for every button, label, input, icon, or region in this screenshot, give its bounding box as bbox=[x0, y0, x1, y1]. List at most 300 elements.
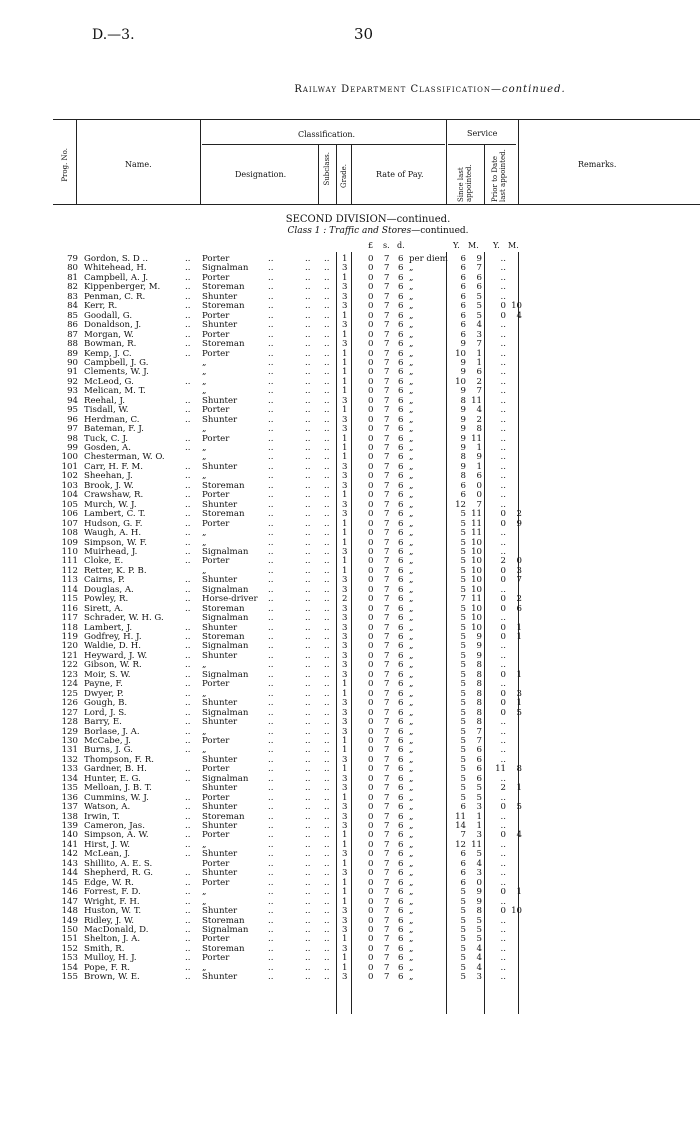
since-years-cell: 5 bbox=[460, 584, 466, 595]
grade-cell: 1 bbox=[342, 858, 348, 869]
pay-pounds-cell: 0 bbox=[368, 414, 374, 425]
leader-dots: .. bbox=[185, 395, 191, 406]
grade-cell: 1 bbox=[342, 953, 348, 964]
pay-basis-cell: „ bbox=[409, 357, 414, 368]
pay-pounds-cell: 0 bbox=[368, 348, 374, 359]
designation-cell: „ bbox=[202, 726, 207, 737]
prior-years-cell: .. bbox=[500, 650, 506, 661]
since-months-cell: 0 bbox=[476, 490, 482, 501]
pay-pence-cell: 6 bbox=[398, 726, 404, 737]
grade-cell: 3 bbox=[342, 641, 348, 652]
pay-shillings-cell: 7 bbox=[384, 641, 390, 652]
designation-cell: Horse-driver bbox=[202, 594, 258, 605]
leader-dots: .. bbox=[185, 802, 191, 813]
leader-dots: .. bbox=[324, 849, 330, 860]
prior-years-cell: 0 bbox=[500, 830, 506, 841]
leader-dots: .. bbox=[324, 594, 330, 605]
prog-no-cell: 153 bbox=[61, 953, 78, 964]
grade-cell: 1 bbox=[342, 792, 348, 803]
prior-years-cell: .. bbox=[500, 490, 506, 501]
name-cell: Irwin, T. bbox=[84, 811, 120, 822]
prog-no-cell: 86 bbox=[67, 320, 78, 331]
since-months-cell: 11 bbox=[471, 528, 482, 539]
name-cell: Gosden, A. bbox=[84, 443, 131, 453]
pay-basis-cell: „ bbox=[409, 896, 414, 907]
prog-no-cell: 104 bbox=[61, 490, 78, 501]
prog-no-cell: 150 bbox=[61, 924, 78, 935]
header-bottom-rule bbox=[53, 204, 700, 205]
pay-pounds-cell: 0 bbox=[368, 471, 374, 482]
name-cell: Brook, J. W. bbox=[84, 480, 134, 491]
pay-pounds-cell: 0 bbox=[368, 707, 374, 718]
pay-shillings-cell: 7 bbox=[384, 802, 390, 813]
pay-basis-cell: „ bbox=[409, 773, 414, 784]
prog-no-cell: 127 bbox=[61, 707, 78, 718]
since-months-cell: 7 bbox=[476, 735, 482, 746]
since-years-cell: 8 bbox=[460, 471, 466, 482]
leader-dots: .. bbox=[305, 707, 311, 718]
leader-dots: .. bbox=[324, 660, 330, 671]
pay-pence-cell: 6 bbox=[398, 754, 404, 765]
leader-dots: .. bbox=[268, 546, 274, 557]
leader-dots: .. bbox=[185, 868, 191, 879]
leader-dots: .. bbox=[305, 556, 311, 567]
since-years-cell: 5 bbox=[460, 726, 466, 737]
leader-dots: .. bbox=[268, 830, 274, 841]
leader-dots: .. bbox=[324, 669, 330, 680]
prog-no-cell: 135 bbox=[61, 783, 78, 794]
prior-years-cell: .. bbox=[500, 414, 506, 425]
designation-cell: Porter bbox=[202, 735, 230, 746]
designation-cell: Storeman bbox=[202, 480, 245, 491]
grade-cell: 1 bbox=[342, 254, 348, 264]
name-cell: Clements, W. J. bbox=[84, 367, 149, 378]
pounds-unit: £ bbox=[368, 241, 374, 250]
pay-pounds-cell: 0 bbox=[368, 594, 374, 605]
since-months-cell: 10 bbox=[471, 546, 482, 557]
grade-cell: 3 bbox=[342, 906, 348, 917]
pay-pence-cell: 6 bbox=[398, 528, 404, 539]
pay-pence-cell: 6 bbox=[398, 717, 404, 728]
years-unit: Y. bbox=[493, 241, 500, 250]
grade-cell: 1 bbox=[342, 537, 348, 548]
grade-cell: 1 bbox=[342, 830, 348, 841]
designation-cell: Porter bbox=[202, 254, 230, 264]
leader-dots: .. bbox=[305, 433, 311, 444]
prior-years-cell: .. bbox=[500, 424, 506, 435]
pay-pounds-cell: 0 bbox=[368, 254, 374, 264]
leader-dots: .. bbox=[268, 490, 274, 501]
prior-years-cell: 0 bbox=[500, 688, 506, 699]
name-cell: Crawshaw, R. bbox=[84, 490, 144, 501]
prog-no-cell: 155 bbox=[61, 972, 78, 983]
name-cell: Bowman, R. bbox=[84, 339, 137, 350]
leader-dots: .. bbox=[185, 962, 191, 973]
name-cell: Shillito, A. E. S. bbox=[84, 858, 153, 869]
pay-shillings-cell: 7 bbox=[384, 461, 390, 472]
designation-cell: „ bbox=[202, 386, 207, 397]
since-years-cell: 5 bbox=[460, 688, 466, 699]
leader-dots: .. bbox=[324, 962, 330, 973]
leader-dots: .. bbox=[324, 745, 330, 756]
leader-dots: .. bbox=[185, 528, 191, 539]
leader-dots: .. bbox=[268, 924, 274, 935]
leader-dots: .. bbox=[324, 452, 330, 463]
pay-shillings-cell: 7 bbox=[384, 924, 390, 935]
prior-years-cell: .. bbox=[500, 924, 506, 935]
leader-dots: .. bbox=[324, 688, 330, 699]
since-years-cell: 5 bbox=[460, 546, 466, 557]
leader-dots: .. bbox=[268, 565, 274, 576]
pay-pounds-cell: 0 bbox=[368, 915, 374, 926]
prog-no-cell: 136 bbox=[61, 792, 78, 803]
pay-pounds-cell: 0 bbox=[368, 792, 374, 803]
leader-dots: .. bbox=[324, 254, 330, 264]
class-name: Traffic and Stores bbox=[329, 226, 412, 236]
name-cell: Campbell, J. G. bbox=[84, 357, 149, 368]
leader-dots: .. bbox=[185, 556, 191, 567]
prior-years-cell: .. bbox=[500, 546, 506, 557]
since-years-cell: 5 bbox=[460, 896, 466, 907]
name-cell: Dwyer, P. bbox=[84, 688, 124, 699]
pay-basis-cell: „ bbox=[409, 546, 414, 557]
grade-cell: 1 bbox=[342, 443, 348, 453]
prior-years-cell: .. bbox=[500, 821, 506, 831]
pay-basis-cell: „ bbox=[409, 754, 414, 765]
prog-no-cell: 126 bbox=[61, 698, 78, 709]
since-years-cell: 5 bbox=[460, 707, 466, 718]
prog-no-header: Prog. No. bbox=[61, 148, 69, 182]
since-years-cell: 5 bbox=[460, 943, 466, 954]
leader-dots: .. bbox=[305, 802, 311, 813]
pay-shillings-cell: 7 bbox=[384, 433, 390, 444]
designation-cell: „ bbox=[202, 537, 207, 548]
name-header: Name. bbox=[125, 160, 152, 169]
leader-dots: .. bbox=[324, 830, 330, 841]
pay-pounds-cell: 0 bbox=[368, 679, 374, 690]
prior-years-cell: .. bbox=[500, 537, 506, 548]
pay-shillings-cell: 7 bbox=[384, 490, 390, 501]
pay-pounds-cell: 0 bbox=[368, 509, 374, 520]
leader-dots: .. bbox=[185, 414, 191, 425]
pay-basis-cell: „ bbox=[409, 641, 414, 652]
since-months-cell: 6 bbox=[476, 272, 482, 283]
designation-cell: Shunter bbox=[202, 717, 238, 728]
leader-dots: .. bbox=[268, 480, 274, 491]
since-months-cell: 3 bbox=[476, 329, 482, 340]
since-months-cell: 5 bbox=[476, 792, 482, 803]
name-cell: Pope, F. R. bbox=[84, 962, 130, 973]
name-cell: Waldie, D. H. bbox=[84, 641, 142, 652]
leader-dots: .. bbox=[305, 849, 311, 860]
prior-months-cell: 2 bbox=[516, 509, 522, 520]
pay-basis-cell: „ bbox=[409, 575, 414, 586]
pay-pence-cell: 6 bbox=[398, 376, 404, 387]
since-years-cell: 6 bbox=[460, 877, 466, 888]
pay-pence-cell: 6 bbox=[398, 660, 404, 671]
prior-years-cell: 0 bbox=[500, 603, 506, 614]
since-years-cell: 9 bbox=[460, 367, 466, 378]
prior-years-cell: 0 bbox=[500, 594, 506, 605]
since-years-cell: 6 bbox=[460, 320, 466, 331]
pay-pounds-cell: 0 bbox=[368, 688, 374, 699]
prior-years-cell: .. bbox=[500, 679, 506, 690]
pay-pence-cell: 6 bbox=[398, 934, 404, 945]
pay-basis-cell: „ bbox=[409, 830, 414, 841]
grade-cell: 1 bbox=[342, 528, 348, 539]
prior-months-cell: 1 bbox=[516, 632, 522, 642]
pay-shillings-cell: 7 bbox=[384, 329, 390, 340]
pay-basis-cell: „ bbox=[409, 528, 414, 539]
months-unit: M. bbox=[468, 241, 479, 250]
name-cell: Thompson, F. R. bbox=[84, 754, 154, 765]
pay-pence-cell: 6 bbox=[398, 301, 404, 312]
leader-dots: .. bbox=[185, 272, 191, 283]
prior-years-cell: .. bbox=[500, 934, 506, 945]
leader-dots: .. bbox=[268, 868, 274, 879]
pay-basis-cell: „ bbox=[409, 972, 414, 983]
prog-no-cell: 128 bbox=[61, 717, 78, 728]
leader-dots: .. bbox=[324, 348, 330, 359]
col-rule bbox=[200, 119, 201, 205]
prog-no-cell: 91 bbox=[67, 367, 78, 378]
pay-pounds-cell: 0 bbox=[368, 320, 374, 331]
pay-pounds-cell: 0 bbox=[368, 641, 374, 652]
prog-no-cell: 109 bbox=[61, 537, 78, 548]
leader-dots: .. bbox=[268, 291, 274, 302]
prog-no-cell: 149 bbox=[61, 915, 78, 926]
leader-dots: .. bbox=[305, 972, 311, 983]
pay-shillings-cell: 7 bbox=[384, 565, 390, 576]
since-months-cell: 3 bbox=[476, 868, 482, 879]
since-months-cell: 4 bbox=[476, 962, 482, 973]
name-cell: Schrader, W. H. G. bbox=[84, 613, 164, 624]
pay-pounds-cell: 0 bbox=[368, 868, 374, 879]
grade-cell: 3 bbox=[342, 802, 348, 813]
pay-pence-cell: 6 bbox=[398, 386, 404, 397]
since-years-cell: 7 bbox=[460, 594, 466, 605]
designation-header: Designation. bbox=[235, 170, 287, 179]
leader-dots: .. bbox=[324, 953, 330, 964]
grade-cell: 3 bbox=[342, 613, 348, 624]
leader-dots: .. bbox=[268, 357, 274, 368]
pay-pounds-cell: 0 bbox=[368, 632, 374, 642]
prior-years-cell: .. bbox=[500, 726, 506, 737]
pay-pence-cell: 6 bbox=[398, 357, 404, 368]
pay-basis-cell: „ bbox=[409, 688, 414, 699]
grade-cell: 1 bbox=[342, 877, 348, 888]
pay-pounds-cell: 0 bbox=[368, 906, 374, 917]
grade-cell: 1 bbox=[342, 348, 348, 359]
pay-basis-cell: „ bbox=[409, 679, 414, 690]
since-months-cell: 5 bbox=[476, 915, 482, 926]
since-months-cell: 11 bbox=[471, 395, 482, 406]
pay-basis-cell: „ bbox=[409, 301, 414, 312]
prior-years-cell: .. bbox=[500, 735, 506, 746]
prior-years-cell: .. bbox=[500, 480, 506, 491]
since-last-header: Since last appointed. bbox=[457, 164, 473, 202]
leader-dots: .. bbox=[185, 490, 191, 501]
pay-pounds-cell: 0 bbox=[368, 613, 374, 624]
since-years-cell: 5 bbox=[460, 650, 466, 661]
prior-years-cell: 0 bbox=[500, 622, 506, 633]
since-years-cell: 5 bbox=[460, 735, 466, 746]
prog-no-cell: 132 bbox=[61, 754, 78, 765]
leader-dots: .. bbox=[305, 915, 311, 926]
prior-years-cell: .. bbox=[500, 943, 506, 954]
since-years-cell: 6 bbox=[460, 480, 466, 491]
leader-dots: .. bbox=[185, 877, 191, 888]
pay-pounds-cell: 0 bbox=[368, 433, 374, 444]
leader-dots: .. bbox=[324, 613, 330, 624]
since-years-cell: 5 bbox=[460, 934, 466, 945]
designation-cell: „ bbox=[202, 528, 207, 539]
prog-no-cell: 131 bbox=[61, 745, 78, 756]
leader-dots: .. bbox=[305, 877, 311, 888]
division-heading: SECOND DIVISION—continued. bbox=[285, 214, 451, 225]
pay-pounds-cell: 0 bbox=[368, 395, 374, 406]
leader-dots: .. bbox=[324, 263, 330, 274]
pay-pence-cell: 6 bbox=[398, 698, 404, 709]
grade-cell: 1 bbox=[342, 518, 348, 529]
pay-shillings-cell: 7 bbox=[384, 528, 390, 539]
prog-no-cell: 102 bbox=[61, 471, 78, 482]
prior-years-cell: .. bbox=[500, 792, 506, 803]
pay-pence-cell: 6 bbox=[398, 282, 404, 293]
prior-years-cell: .. bbox=[500, 386, 506, 397]
pay-shillings-cell: 7 bbox=[384, 376, 390, 387]
pay-pounds-cell: 0 bbox=[368, 546, 374, 557]
name-cell: Muirhead, J. bbox=[84, 546, 138, 557]
pay-basis-cell: „ bbox=[409, 537, 414, 548]
prior-years-cell: .. bbox=[500, 395, 506, 406]
prior-months-cell: 1 bbox=[516, 698, 522, 709]
since-months-cell: 6 bbox=[476, 773, 482, 784]
prog-no-cell: 152 bbox=[61, 943, 78, 954]
pay-pence-cell: 6 bbox=[398, 613, 404, 624]
pay-pounds-cell: 0 bbox=[368, 811, 374, 822]
pay-pounds-cell: 0 bbox=[368, 310, 374, 321]
name-cell: Cameron, Jas. bbox=[84, 821, 145, 831]
name-cell: Wright, F. H. bbox=[84, 896, 140, 907]
leader-dots: .. bbox=[268, 461, 274, 472]
leader-dots: .. bbox=[324, 868, 330, 879]
designation-cell: Shunter bbox=[202, 575, 238, 586]
leader-dots: .. bbox=[268, 726, 274, 737]
prior-years-cell: .. bbox=[500, 282, 506, 293]
grade-cell: 2 bbox=[342, 594, 348, 605]
designation-cell: „ bbox=[202, 367, 207, 378]
name-cell: McLeod, G. bbox=[84, 376, 134, 387]
pay-pence-cell: 6 bbox=[398, 669, 404, 680]
since-months-cell: 6 bbox=[476, 764, 482, 775]
leader-dots: .. bbox=[305, 584, 311, 595]
since-years-cell: 5 bbox=[460, 509, 466, 520]
pay-shillings-cell: 7 bbox=[384, 717, 390, 728]
designation-cell: Shunter bbox=[202, 972, 238, 983]
since-months-cell: 8 bbox=[476, 669, 482, 680]
leader-dots: .. bbox=[268, 282, 274, 293]
prior-months-cell: 1 bbox=[516, 622, 522, 633]
since-years-cell: 5 bbox=[460, 745, 466, 756]
since-months-cell: 4 bbox=[476, 858, 482, 869]
pay-pence-cell: 6 bbox=[398, 811, 404, 822]
since-months-cell: 8 bbox=[476, 707, 482, 718]
since-months-cell: 1 bbox=[476, 443, 482, 453]
leader-dots: .. bbox=[324, 528, 330, 539]
prog-no-cell: 122 bbox=[61, 660, 78, 671]
pay-pounds-cell: 0 bbox=[368, 528, 374, 539]
leader-dots: .. bbox=[268, 556, 274, 567]
since-years-cell: 9 bbox=[460, 339, 466, 350]
name-cell: Gordon, S. D .. bbox=[84, 254, 148, 264]
pay-pence-cell: 6 bbox=[398, 537, 404, 548]
grade-cell: 3 bbox=[342, 461, 348, 472]
prog-no-cell: 121 bbox=[61, 650, 78, 661]
pay-basis-cell: „ bbox=[409, 632, 414, 642]
leader-dots: .. bbox=[268, 858, 274, 869]
leader-dots: .. bbox=[324, 735, 330, 746]
grade-cell: 3 bbox=[342, 424, 348, 435]
since-months-cell: 7 bbox=[476, 263, 482, 274]
leader-dots: .. bbox=[305, 773, 311, 784]
pay-pounds-cell: 0 bbox=[368, 783, 374, 794]
designation-cell: Signalman bbox=[202, 263, 249, 274]
pay-pounds-cell: 0 bbox=[368, 849, 374, 860]
since-months-cell: 6 bbox=[476, 754, 482, 765]
pay-basis-cell: „ bbox=[409, 471, 414, 482]
grade-cell: 3 bbox=[342, 915, 348, 926]
pay-pence-cell: 6 bbox=[398, 745, 404, 756]
pay-shillings-cell: 7 bbox=[384, 650, 390, 661]
leader-dots: .. bbox=[324, 575, 330, 586]
prior-years-cell: 0 bbox=[500, 301, 506, 312]
pay-basis-cell: „ bbox=[409, 802, 414, 813]
rate-of-pay-header: Rate of Pay. bbox=[376, 170, 424, 179]
pay-basis-cell: „ bbox=[409, 868, 414, 879]
prior-years-cell: .. bbox=[500, 376, 506, 387]
since-months-cell: 11 bbox=[471, 839, 482, 850]
pay-pounds-cell: 0 bbox=[368, 357, 374, 368]
pay-shillings-cell: 7 bbox=[384, 518, 390, 529]
since-months-cell: 10 bbox=[471, 565, 482, 576]
since-months-cell: 9 bbox=[476, 887, 482, 898]
pay-shillings-cell: 7 bbox=[384, 594, 390, 605]
pay-shillings-cell: 7 bbox=[384, 868, 390, 879]
designation-cell: Porter bbox=[202, 858, 230, 869]
since-months-cell: 5 bbox=[476, 291, 482, 302]
pay-basis-cell: „ bbox=[409, 509, 414, 520]
pay-pence-cell: 6 bbox=[398, 263, 404, 274]
leader-dots: .. bbox=[324, 707, 330, 718]
prior-years-cell: .. bbox=[500, 915, 506, 926]
prior-months-cell: 0 bbox=[516, 556, 522, 567]
name-cell: Simpson, A. W. bbox=[84, 830, 149, 841]
since-months-cell: 9 bbox=[476, 254, 482, 264]
leader-dots: .. bbox=[324, 339, 330, 350]
name-cell: Murch, W. J. bbox=[84, 499, 137, 510]
since-months-cell: 6 bbox=[476, 282, 482, 293]
grade-cell: 1 bbox=[342, 490, 348, 501]
designation-cell: Storeman bbox=[202, 339, 245, 350]
prog-no-cell: 120 bbox=[61, 641, 78, 652]
leader-dots: .. bbox=[268, 518, 274, 529]
since-months-cell: 11 bbox=[471, 594, 482, 605]
prior-years-cell: 2 bbox=[500, 783, 506, 794]
pay-pence-cell: 6 bbox=[398, 546, 404, 557]
since-years-cell: 5 bbox=[460, 679, 466, 690]
leader-dots: .. bbox=[305, 669, 311, 680]
